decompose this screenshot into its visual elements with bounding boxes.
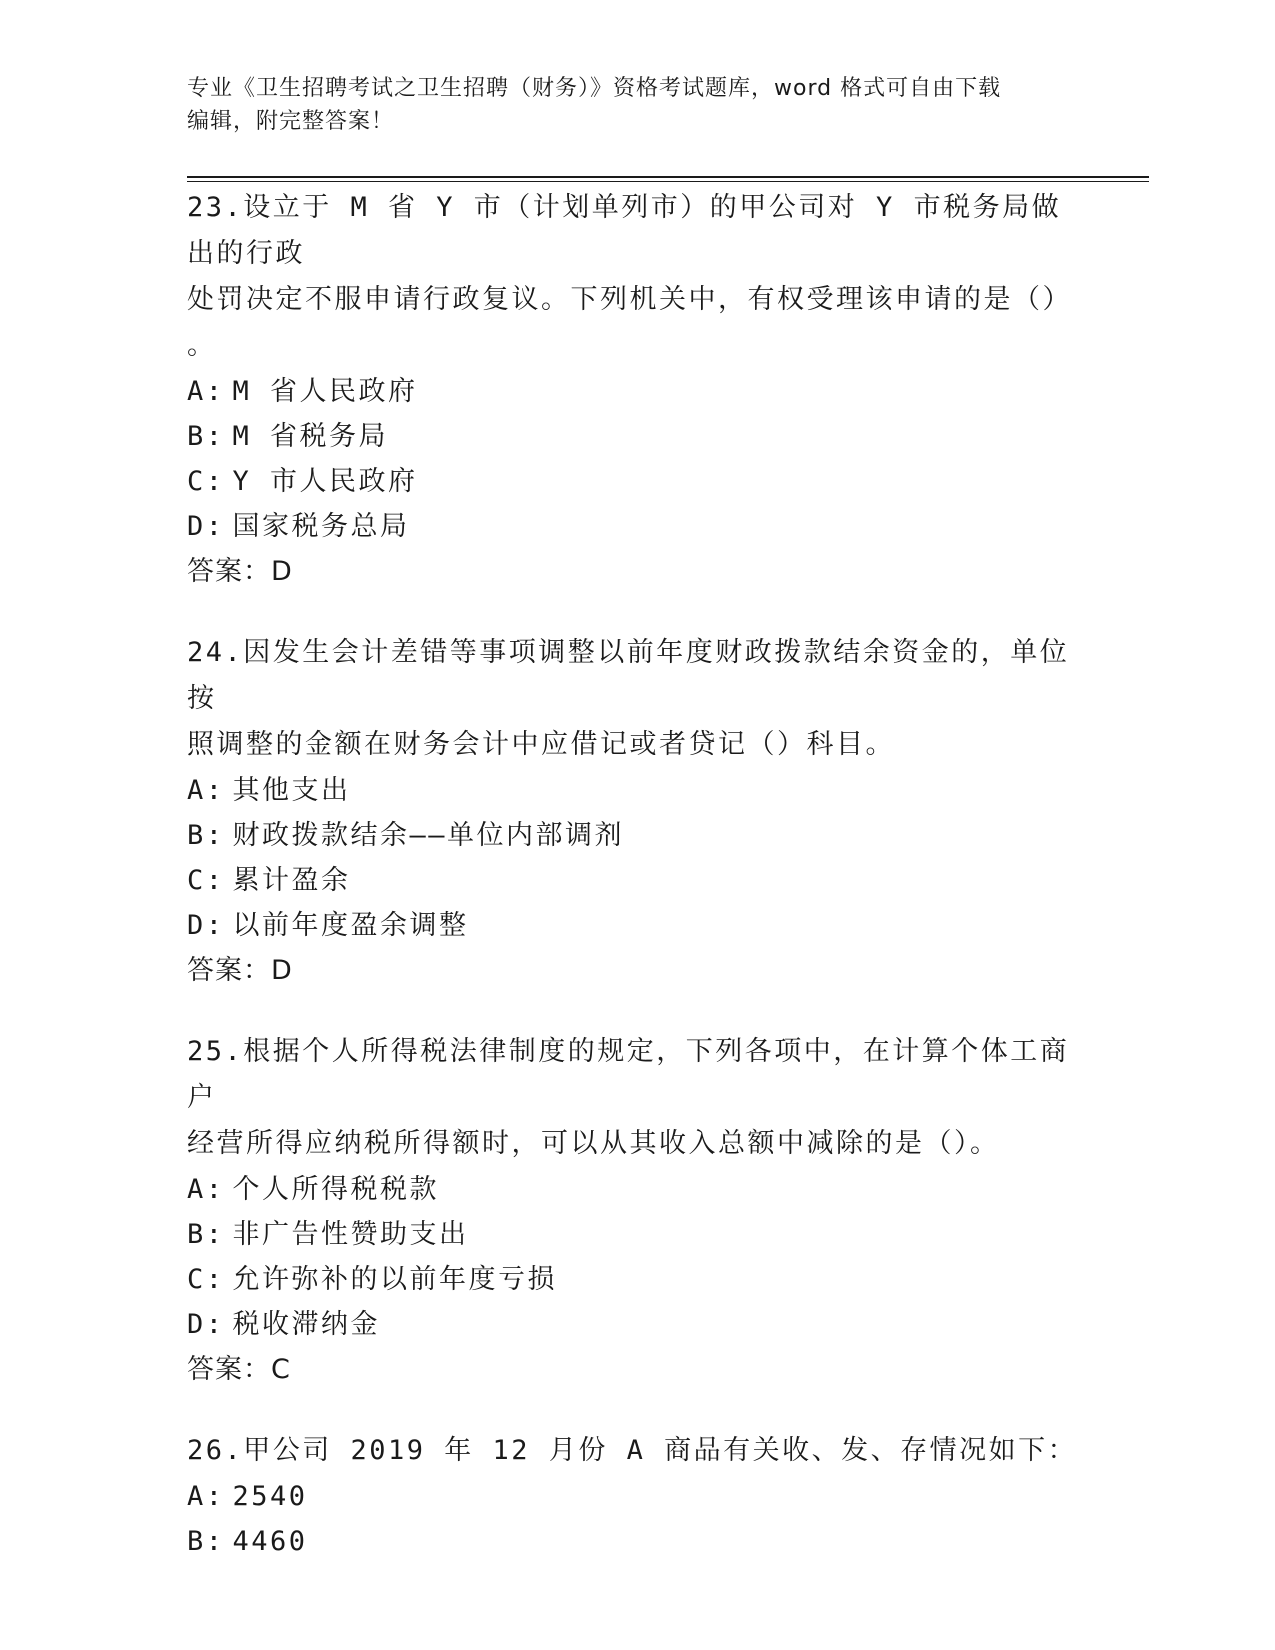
header-divider-thick [187,176,1149,178]
header-line-2: 编辑，附完整答案！ [187,109,395,134]
option-key: A: [187,775,225,806]
option-b [187,813,1087,858]
option-b [187,1519,1087,1564]
answer-label: 答案： [187,955,271,986]
option-key: B: [187,820,225,851]
option-text: 以前年度盈余调整 [232,910,469,941]
option-key: B: [187,1526,225,1557]
option-c [187,1257,1087,1302]
question-stem-line: 处罚决定不服申请行政复议。下列机关中，有权受理该申请的是（） [187,284,1072,315]
question-list [187,185,1087,1599]
question-stem-line: 26.甲公司 2019 年 12 月份 A 商品有关收、发、存情况如下： [187,1435,1078,1466]
option-a [187,1167,1087,1212]
question-stem-line: 24.因发生会计差错等事项调整以前年度财政拨款结余资金的，单位按 [187,637,1070,714]
question-stem-line: 照调整的金额在财务会计中应借记或者贷记（）科目。 [187,729,895,760]
option-a [187,1474,1087,1519]
option-key: D: [187,910,225,941]
option-b [187,414,1087,459]
option-a [187,369,1087,414]
option-text: 4460 [232,1526,308,1557]
answer-line [187,549,1087,595]
answer-label: 答案： [187,556,271,587]
header-line-1: 专业《卫生招聘考试之卫生招聘（财务）》资格考试题库，word 格式可自由下载 [187,76,1002,101]
option-b [187,1212,1087,1257]
document-header [187,72,1087,138]
option-key: B: [187,421,225,452]
option-key: A: [187,1174,225,1205]
answer-value: D [271,955,293,986]
question-23 [187,185,1087,595]
option-key: C: [187,466,225,497]
option-text: 税收滞纳金 [232,1309,381,1340]
option-key: D: [187,1309,225,1340]
option-text: M 省税务局 [232,421,389,452]
option-d [187,903,1087,948]
option-key: A: [187,1481,225,1512]
option-text: Y 市人民政府 [232,466,418,497]
option-key: A: [187,376,225,407]
question-26 [187,1428,1087,1564]
option-text: 允许弥补的以前年度亏损 [232,1264,558,1295]
question-25 [187,1029,1087,1393]
option-text: 个人所得税税款 [232,1174,440,1205]
question-stem-line: 25.根据个人所得税法律制度的规定，下列各项中，在计算个体工商户 [187,1036,1070,1113]
option-text: 国家税务总局 [232,511,410,542]
option-c [187,858,1087,903]
answer-value: D [271,556,293,587]
option-text: 其他支出 [232,775,351,806]
option-text: 2540 [232,1481,308,1512]
option-text: 财政拨款结余——单位内部调剂 [232,820,625,851]
option-c [187,459,1087,504]
option-key: D: [187,511,225,542]
header-divider-thin [187,181,1149,182]
option-key: C: [187,865,225,896]
option-text: 累计盈余 [232,865,351,896]
question-24 [187,630,1087,994]
option-d [187,1302,1087,1347]
option-text: 非广告性赞助支出 [232,1219,469,1250]
option-a [187,768,1087,813]
answer-label: 答案： [187,1354,271,1385]
option-key: B: [187,1219,225,1250]
option-key: C: [187,1264,225,1295]
question-stem-line: 。 [187,330,214,361]
question-stem-line: 经营所得应纳税所得额时，可以从其收入总额中减除的是（）。 [187,1128,1000,1159]
answer-line [187,1347,1087,1393]
option-text: M 省人民政府 [232,376,418,407]
answer-line [187,948,1087,994]
question-stem-line: 23.设立于 M 省 Y 市（计划单列市）的甲公司对 Y 市税务局做出的行政 [187,192,1062,269]
option-d [187,504,1087,549]
answer-value: C [271,1354,291,1385]
